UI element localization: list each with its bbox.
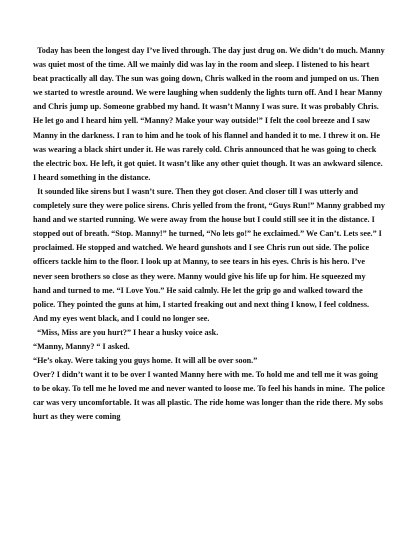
paragraph-2: It sounded like sirens but I wasn’t sure. Then they got closer. And closer till I was utterly and completely sure they were police sirens. Chris yelled from the front, “Guys Run!” Manny grabbed my hand and we started running. We were away from the house but I could still see it in the distance. I stopped out of breath. “Stop. Manny!” he turned, “No lets go!” he exclaimed.” We Can’t. Lets see.” I proclaimed. He stopped and watched. We heard gunshots and I see Chris run out side. The police officers tackle him to the floor. I look up at Manny, to see tears in his eyes. Chris is his hero. I’ve never seen brothers so close as they were. Manny would give his life up for him. He squeezed my hand and turned to me. “I Love You.” He said calmly. He let the grip go and walked toward the police. They pointed the guns at him, I started freaking out and next thing I know, I feel coldness. And my eyes went black, and I could no longer see.	[33, 186, 385, 323]
paragraph-4: “Manny, Manny? “ I asked.	[33, 341, 130, 351]
paragraph-1: Today has been the longest day I’ve lived through. The day just drug on. We didn’t do much. Manny was quiet most of the time. All we mainly did was lay in the room and sleep. I listened to his heart beat practically all day. The sun was going down, Chris walked in the room and jumped on us. Then we started to wrestle around. We were laughing when suddenly the lights turn off. And I hear Manny and Chris jump up. Someone grabbed my hand. It wasn’t Manny I was sure. It was probably Chris. He let go and I heard him yell. “Manny? Make your way outside!” I felt the cool breeze and I saw Manny in the darkness. I ran to him and he took of his flannel and handed it to me. I threw it on. He was wearing a black shirt under it. He was rarely cold. Chris announced that he was going to check the electric box. He left, it got quiet. It wasn’t like any other quiet though. It was an awkward silence. I heard something in the distance.	[33, 46, 385, 182]
paragraph-5: “He’s okay. Were taking you guys home. It will all be over soon.”	[33, 356, 258, 366]
paragraph-3: “Miss, Miss are you hurt?” I hear a husky voice ask.	[33, 327, 219, 337]
paragraph-6: Over? I didn’t want it to be over I wanted Manny here with me. To hold me and tell me it was going to be okay. To tell me he loved me and never wanted to loose me. To feel his hands in mine. The police car was very uncomfortable. It was all plastic. The ride home was longer than the ride there. My sobs hurt as they were coming	[33, 370, 385, 422]
document-page	[33, 44, 385, 425]
